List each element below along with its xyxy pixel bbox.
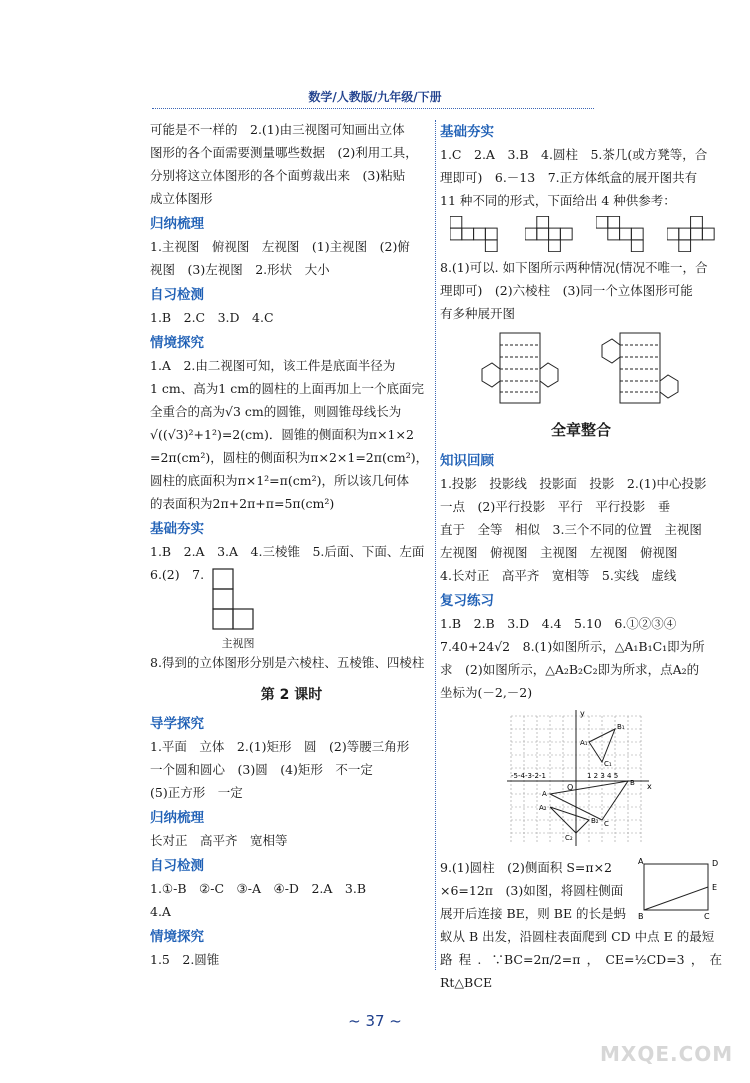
unrolled-cylinder-rectangle [638, 856, 722, 922]
answer-line: 1.A 2.由二视图可知，该工件是底面半径为 [150, 358, 396, 373]
answer-line: 8.(1)可以. 如下图所示两种情况(情况不唯一，合 [440, 260, 708, 275]
intro-line: 分别将这立体图形的各个面剪裁出来 (3)粘贴 [150, 168, 406, 183]
front-view-figure [208, 567, 268, 651]
answer-line: 理即可) 6.－13 7.正方体纸盒的展开图共有 [440, 170, 698, 185]
answer-line: 长对正 高平齐 宽相等 [150, 833, 288, 848]
page-number: ~ 37 ~ [348, 1012, 402, 1030]
answer-line: 一个圆和圆心 (3)圆 (4)矩形 不一定 [150, 762, 373, 777]
section-heading: 导学探究 [150, 716, 204, 732]
answer-line: 展开后连接 BE，则 BE 的长是蚂 [440, 906, 627, 921]
coordinate-grid-figure [440, 708, 722, 852]
section-heading: 自习检测 [150, 858, 204, 874]
answer-line: =2π(cm²)，圆柱的侧面积为π×2×1=2π(cm²)， [150, 450, 429, 465]
answer-line: √((√3)²+1²)=2(cm)．圆锥的侧面积为π×1×2 [150, 427, 414, 442]
answer-line: 的表面积为2π+2π+π=5π(cm²) [150, 496, 335, 511]
answer-line: 4.A [150, 904, 171, 919]
point-label: C [604, 820, 609, 828]
answer-line: 7.40+24√2 8.(1)如图所示，△A₁B₁C₁即为所 [440, 639, 705, 654]
point-label: B [630, 779, 635, 787]
answer-line: 圆柱的底面积为π×1²=π(cm²)，所以该几何体 [150, 473, 409, 488]
cube-net-4 [667, 216, 722, 252]
point-label: B₁ [617, 723, 625, 731]
answer-line: 1.投影 投影线 投影面 投影 2.(1)中心投影 [440, 476, 707, 491]
figure-caption: 主视图 [221, 637, 255, 650]
hexagonal-prism-net-2 [600, 329, 680, 407]
running-header: 数学/人教版/九年级/下册 [308, 90, 442, 104]
q6-q7-row [150, 563, 433, 651]
rect-label: E [712, 883, 718, 892]
answer-line: 蚁从 B 出发，沿圆柱表面爬到 CD 中点 E 的最短 [440, 929, 715, 944]
answer-line: 1.C 2.A 3.B 4.圆柱 5.茶几(或方凳等，合 [440, 147, 708, 162]
answer-line: 一点 (2)平行投影 平行 平行投影 垂 [440, 499, 671, 514]
section-heading: 归纳梳理 [150, 810, 204, 826]
origin-label: O [567, 783, 574, 792]
intro-line: 图形的各个面需要测量哪些数据 (2)利用工具， [150, 145, 418, 160]
column-divider [435, 120, 436, 970]
hexagonal-prism-net-1 [480, 329, 560, 407]
answer-line: 全重合的高为√3 cm的圆锥，则圆锥母线长为 [150, 404, 402, 419]
positive-ticks: 1 2 3 4 5 [587, 772, 619, 780]
section-heading: 知识回顾 [440, 453, 494, 469]
q9-text-block [440, 856, 635, 925]
negative-ticks: -5-4-3-2-1 [511, 772, 546, 780]
answer-line: 11 种不同的形式，下面给出 4 种供参考： [440, 193, 676, 208]
rect-label: C [704, 912, 710, 921]
header-divider [152, 108, 594, 109]
answer-line: 1.B 2.A 3.A 4.三棱锥 5.后面、下面、左面 [150, 544, 425, 559]
point-label: B₂ [591, 817, 599, 825]
point-label: C₂ [565, 834, 573, 842]
y-axis-label: y [580, 709, 585, 718]
answer-line: 视图 (3)左视图 2.形状 大小 [150, 262, 330, 277]
intro-line: 可能是不一样的 2.(1)由三视图可知画出立体 [150, 122, 405, 137]
point-label: C₁ [604, 760, 612, 768]
right-column [440, 118, 722, 994]
answer-line: 1.平面 立体 2.(1)矩形 圆 (2)等腰三角形 [150, 739, 410, 754]
answer-line: 理即可) (2)六棱柱 (3)同一个立体图形可能 [440, 283, 693, 298]
answer-line: 坐标为(－2,－2) [440, 685, 533, 700]
answer-line: 6.(2) 7. [150, 567, 205, 582]
answer-line: 1 cm、高为1 cm的圆柱的上面再加上一个底面完 [150, 381, 425, 396]
x-axis-label: x [647, 782, 652, 791]
left-column [150, 118, 433, 971]
answer-line: 直于 全等 相似 3.三个不同的位置 主视图 [440, 522, 702, 537]
answer-line: 1.B 2.C 3.D 4.C [150, 310, 274, 325]
answer-line: 8.得到的立体图形分别是六棱柱、五棱锥、四棱柱 [150, 655, 425, 670]
answer-line: 9.(1)圆柱 (2)侧面积 S=π×2 [440, 860, 612, 875]
answer-line: (5)正方形 一定 [150, 785, 243, 800]
rect-label: A [638, 857, 644, 866]
coordinate-grid [501, 708, 661, 848]
point-label: A₁ [580, 739, 588, 747]
cube-net-2 [525, 216, 580, 252]
prism-net-figures [480, 329, 722, 407]
answer-line: 1.B 2.B 3.D 4.4 5.10 6.①②③④ [440, 616, 677, 631]
section-heading: 情境探究 [150, 335, 204, 351]
intro-line: 成立体图形 [150, 191, 213, 206]
section-heading: 基础夯实 [440, 124, 494, 140]
rect-label: B [638, 912, 644, 921]
q9-row [440, 856, 722, 925]
section-heading: 归纳梳理 [150, 216, 204, 232]
cube-net-3 [596, 216, 651, 252]
point-label: A₂ [539, 804, 547, 812]
lesson-title: 第 2 课时 [260, 687, 323, 703]
answer-line: 4.长对正 高平齐 宽相等 5.实线 虚线 [440, 568, 677, 583]
cube-net-1 [450, 216, 509, 252]
section-heading: 复习练习 [440, 593, 494, 609]
watermark: MXQE.COM [600, 1042, 734, 1066]
point-label: A [542, 790, 547, 798]
section-heading: 情境探究 [150, 929, 204, 945]
answer-line: 1.5 2.圆锥 [150, 952, 220, 967]
cube-net-figures [450, 216, 722, 252]
chapter-title: 全章整合 [550, 421, 611, 439]
answer-line: 左视图 俯视图 主视图 左视图 俯视图 [440, 545, 678, 560]
answer-line: 1.①-B ②-C ③-A ④-D 2.A 3.B [150, 881, 367, 896]
rect-label: D [712, 859, 719, 868]
section-heading: 自习检测 [150, 287, 204, 303]
answer-line: ×6=12π (3)如图，将圆柱侧面 [440, 883, 624, 898]
answer-line: 有多种展开图 [440, 306, 516, 321]
answer-line: 路程. ∵BC=2π/2=π，CE=½CD=3，在Rt△BCE [440, 952, 722, 990]
front-view-drawing [208, 567, 268, 631]
section-heading: 基础夯实 [150, 521, 204, 537]
answer-line: 1.主视图 俯视图 左视图 (1)主视图 (2)俯 [150, 239, 410, 254]
answer-line: 求 (2)如图所示，△A₂B₂C₂即为所求，点A₂的 [440, 662, 700, 677]
